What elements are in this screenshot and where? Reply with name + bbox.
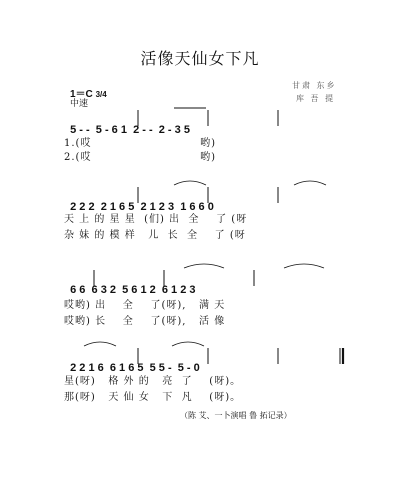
region-label: 甘肃 东乡 xyxy=(292,81,337,90)
lyrics-line-2-verse-2: 杂 妹 的 模 样 儿 长 全 了 (呀 xyxy=(64,230,246,241)
lyrics-line-3-verse-2: 哎哟) 长 全 了(呀), 活 像 xyxy=(64,316,226,327)
lyrics-line-3-verse-1: 哎哟) 出 全 了(呀), 满 天 xyxy=(64,300,226,311)
lyrics-line-4-verse-1: 星(呀) 格 外 的 亮 了 (呀)。 xyxy=(64,376,242,387)
performer-credit: （陈 艾、一卜演唱 鲁 拓记录） xyxy=(180,411,292,420)
notation-notes: 6 6 6 3 2 5 6 1 2 6 1 2 3 xyxy=(70,284,196,296)
song-title: 活像天仙女下凡 xyxy=(140,49,260,68)
lyrics-line-1-verse-2: 2.(哎 哟) xyxy=(64,152,216,163)
notation-notes: 2 2 2 2 1 6 5 2 1 2 3 1 6 6 0 xyxy=(70,201,214,213)
lyrics-line-1-verse-1: 1.(哎 哟) xyxy=(64,138,216,149)
time-signature: 3/4 xyxy=(95,90,107,99)
lyrics-line-4-verse-2: 那(呀) 天 仙 女 下 凡 (呀)。 xyxy=(64,392,242,403)
key-label: 1＝C xyxy=(70,89,93,100)
tempo-marking: 中速 xyxy=(70,99,89,109)
notation-notes: 5 - - 5 - 6 1 2 - - 2 - 3 5 xyxy=(70,124,190,136)
recorder-label: 库 吾 提 xyxy=(296,94,336,103)
notation-notes: 2 2 1 6 6 1 6 5 5 5 - 5 - 0 xyxy=(70,362,200,374)
lyrics-line-2-verse-1: 天 上 的 星 星 (们) 出 全 了 (呀 xyxy=(64,214,248,225)
